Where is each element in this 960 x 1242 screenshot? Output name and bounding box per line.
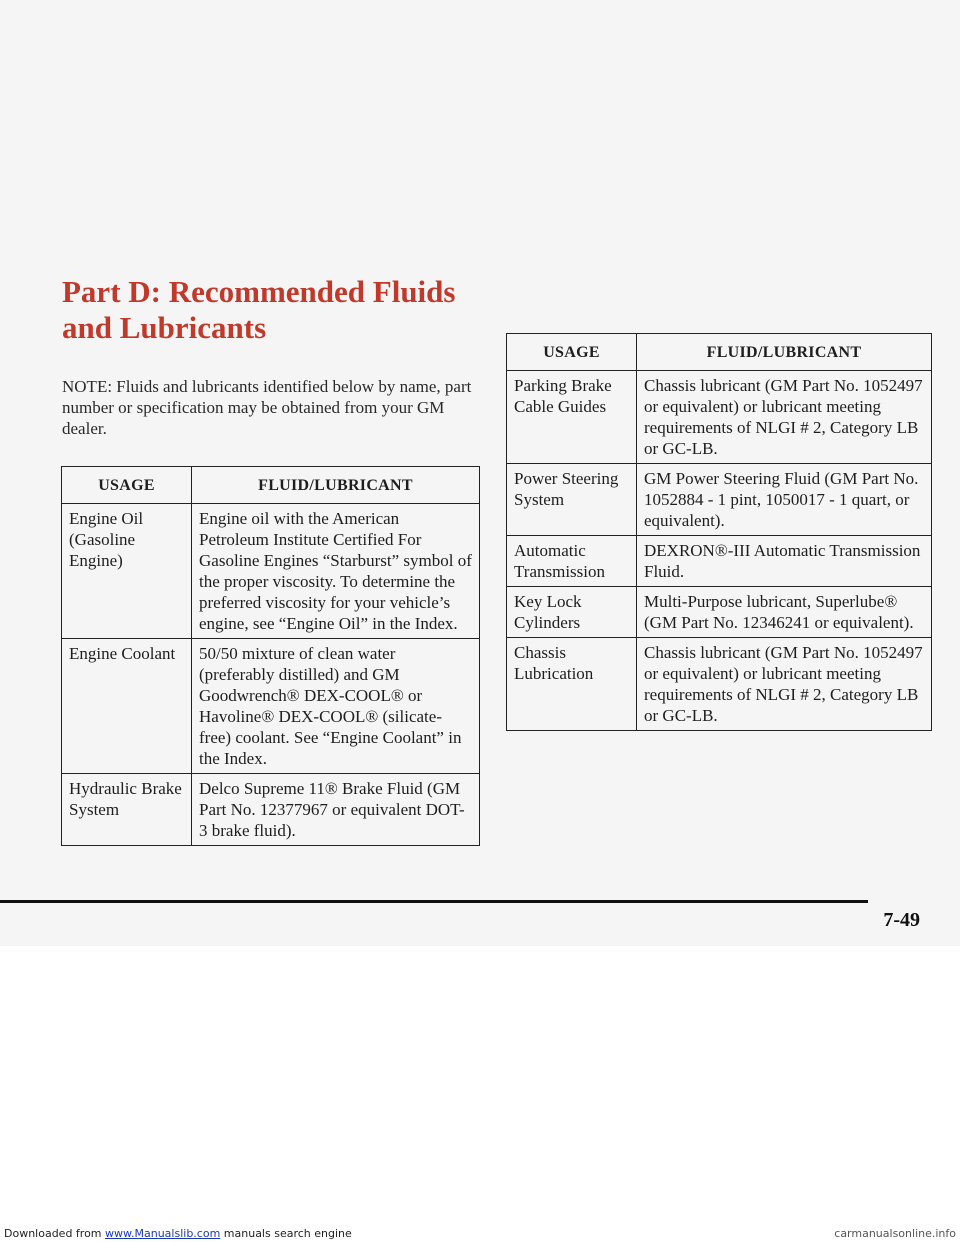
usage-cell: Parking Brake Cable Guides — [507, 371, 637, 464]
footer-rule — [0, 900, 868, 903]
usage-column-header: USAGE — [62, 467, 192, 504]
page-number: 7-49 — [883, 909, 920, 931]
section-title-line2: and Lubricants — [62, 310, 267, 345]
note-paragraph: NOTE: Fluids and lubricants identified below by name, part number or specification may be obtained from your GM dealer. — [62, 377, 472, 438]
fluid-cell: Multi-Purpose lubricant, Superlube® (GM Part No. 12346241 or equivalent). — [637, 587, 932, 638]
usage-cell: Key Lock Cylinders — [507, 587, 637, 638]
fluid-cell: DEXRON®-III Automatic Transmission Fluid. — [637, 536, 932, 587]
table-row — [507, 464, 932, 536]
fluids-table-right — [506, 333, 932, 731]
table-header-row — [507, 334, 932, 371]
section-title-line1: Part D: Recommended Fluids — [62, 274, 456, 309]
download-footer — [4, 1227, 352, 1240]
fluid-cell: Engine oil with the American Petroleum Institute Certified For Gasoline Engines “Starburst” symbol of the proper viscosity. To determine the preferred viscosity for your vehicle’s engine, see “Engine Oil” in the Index. — [192, 504, 480, 639]
table-row — [507, 371, 932, 464]
table-row — [62, 774, 480, 846]
table-row — [507, 536, 932, 587]
usage-cell: Engine Coolant — [62, 639, 192, 774]
table-row — [62, 504, 480, 639]
usage-cell: Power Steering System — [507, 464, 637, 536]
footer-prefix: Downloaded from — [4, 1227, 102, 1240]
fluid-cell: Chassis lubricant (GM Part No. 1052497 or equivalent) or lubricant meeting requirements of NLGI # 2, Category LB or GC-LB. — [637, 371, 932, 464]
section-title — [62, 274, 455, 346]
footer-suffix: manuals search engine — [223, 1227, 352, 1240]
table-row — [62, 639, 480, 774]
usage-cell: Chassis Lubrication — [507, 638, 637, 731]
fluid-cell: GM Power Steering Fluid (GM Part No. 1052884 - 1 pint, 1050017 - 1 quart, or equivalent). — [637, 464, 932, 536]
watermark-text: carmanualsonline.info — [834, 1227, 956, 1240]
usage-cell: Automatic Transmission — [507, 536, 637, 587]
usage-cell: Engine Oil (Gasoline Engine) — [62, 504, 192, 639]
fluid-column-header: FLUID/LUBRICANT — [192, 467, 480, 504]
manualslib-link[interactable]: www.Manualslib.com — [105, 1227, 221, 1240]
fluid-cell: Delco Supreme 11® Brake Fluid (GM Part No. 12377967 or equivalent DOT-3 brake fluid). — [192, 774, 480, 846]
usage-column-header: USAGE — [507, 334, 637, 371]
table-row — [507, 587, 932, 638]
table-header-row — [62, 467, 480, 504]
fluids-table-left — [61, 466, 480, 846]
fluid-column-header: FLUID/LUBRICANT — [637, 334, 932, 371]
fluid-cell: 50/50 mixture of clean water (preferably distilled) and GM Goodwrench® DEX-COOL® or Havoline® DEX-COOL® (silicate-free) coolant. See “Engine Coolant” in the Index. — [192, 639, 480, 774]
fluid-cell: Chassis lubricant (GM Part No. 1052497 or equivalent) or lubricant meeting requirements of NLGI # 2, Category LB or GC-LB. — [637, 638, 932, 731]
usage-cell: Hydraulic Brake System — [62, 774, 192, 846]
table-row — [507, 638, 932, 731]
